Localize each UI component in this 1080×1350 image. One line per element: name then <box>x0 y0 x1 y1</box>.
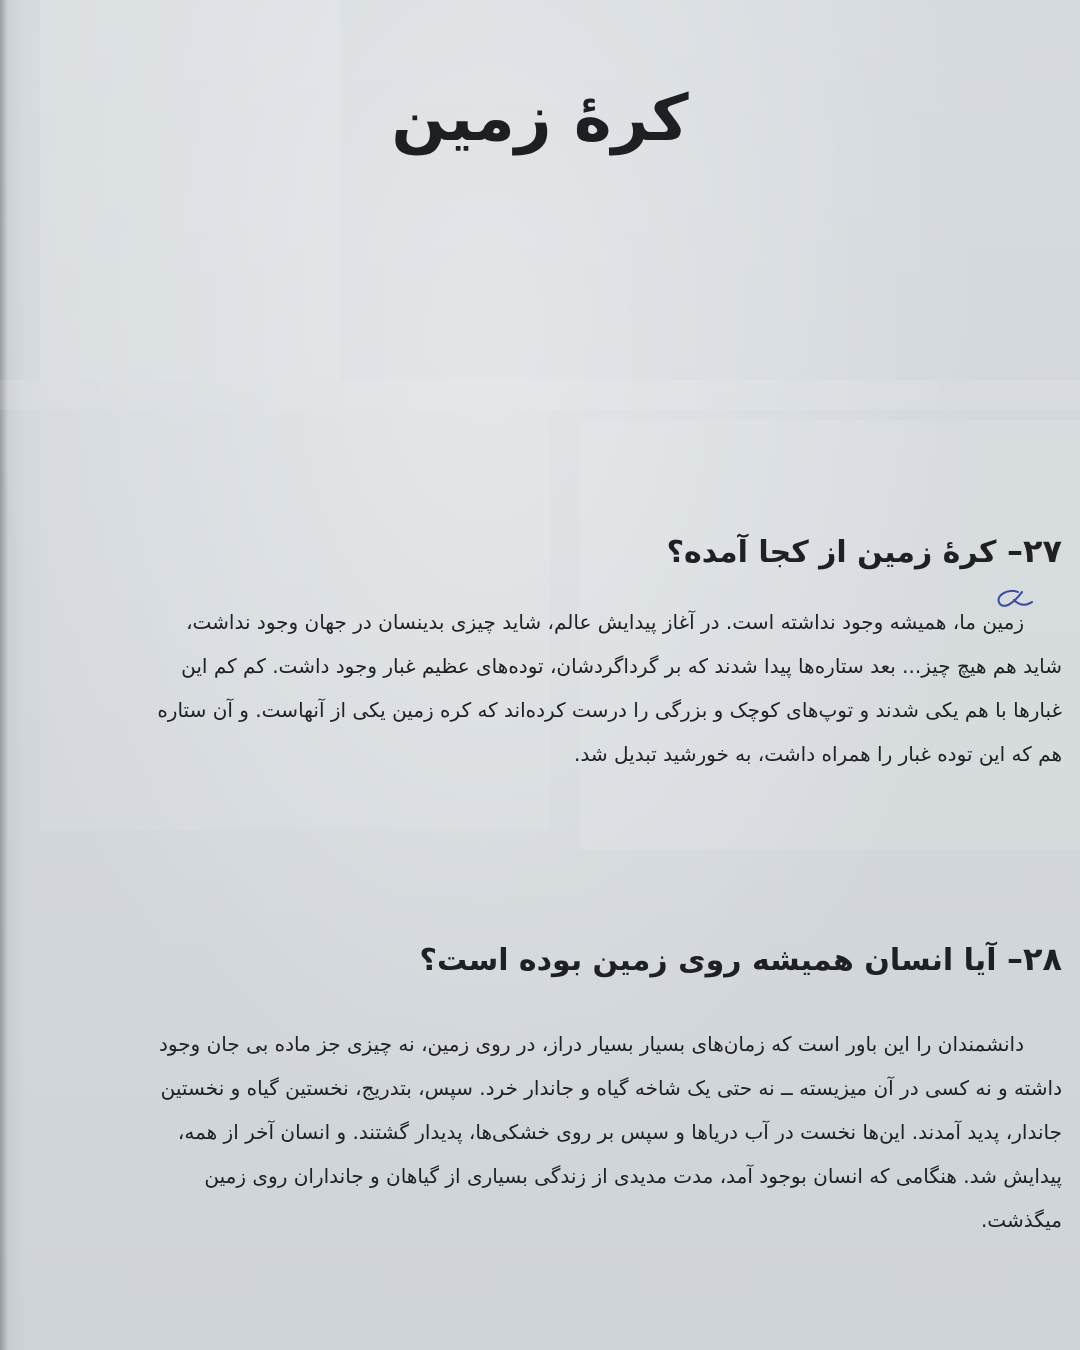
page-edge-shadow <box>0 0 8 1350</box>
section-heading-28 <box>62 940 1062 978</box>
section-heading-text: آیا انسان همیشه روی زمین بوده است؟ <box>419 943 997 978</box>
page-title: کرهٔ زمین <box>391 82 689 156</box>
section-heading-27 <box>62 532 1062 570</box>
paragraph-line: داشته و نه کسی در آن میزیسته ــ نه حتی یک شاخه گیاه و جاندار خرد. سپس، بتدریج، نخستین گیاه و نخستین <box>160 1076 1062 1100</box>
paragraph-line: جاندار، پدید آمدند. این‌ها نخست در آب دریاها و سپس بر روی خشکی‌ها، پدیدار گشتند. و انسان آخر از همه، <box>177 1120 1062 1144</box>
paragraph-line: زمین ما، همیشه وجود نداشته است. در آغاز پیدایش عالم، شاید چیزی بدینسان در جهان وجود نداشت، <box>186 610 1024 634</box>
paragraph-line: غبارها با هم یکی شدند و توپ‌های کوچک و بزرگی را درست کرده‌اند که کره زمین یکی از آنهاست. و آن ستاره <box>157 698 1062 722</box>
section-number: ۲۸– <box>1006 940 1062 978</box>
section-number: ۲۷– <box>1006 532 1062 570</box>
paper-glare <box>0 380 1080 410</box>
paragraph-line: هم که این توده غبار را همراه داشت، به خورشید تبدیل شد. <box>574 742 1062 766</box>
paper-glare <box>40 0 340 380</box>
paragraph-line: شاید هم هیچ چیز... بعد ستاره‌ها پیدا شدند که بر گرداگردشان، توده‌های عظیم غبار وجود داشت. کم کم این <box>181 654 1062 678</box>
section-paragraph-27 <box>62 600 1062 776</box>
section-paragraph-28 <box>62 1022 1062 1242</box>
paragraph-line: دانشمندان را این باور است که زمان‌های بسیار بسیار دراز، در روی زمین، نه چیزی جز ماده بی جان وجود <box>158 1032 1024 1056</box>
section-heading-text: کرهٔ زمین از کجا آمده؟ <box>666 535 997 570</box>
paragraph-line: پیدایش شد. هنگامی که انسان بوجود آمد، مدت مدیدی از زندگی بسیاری از گیاهان و جانداران روی زمین <box>204 1164 1062 1188</box>
paragraph-line: میگذشت. <box>980 1208 1062 1232</box>
